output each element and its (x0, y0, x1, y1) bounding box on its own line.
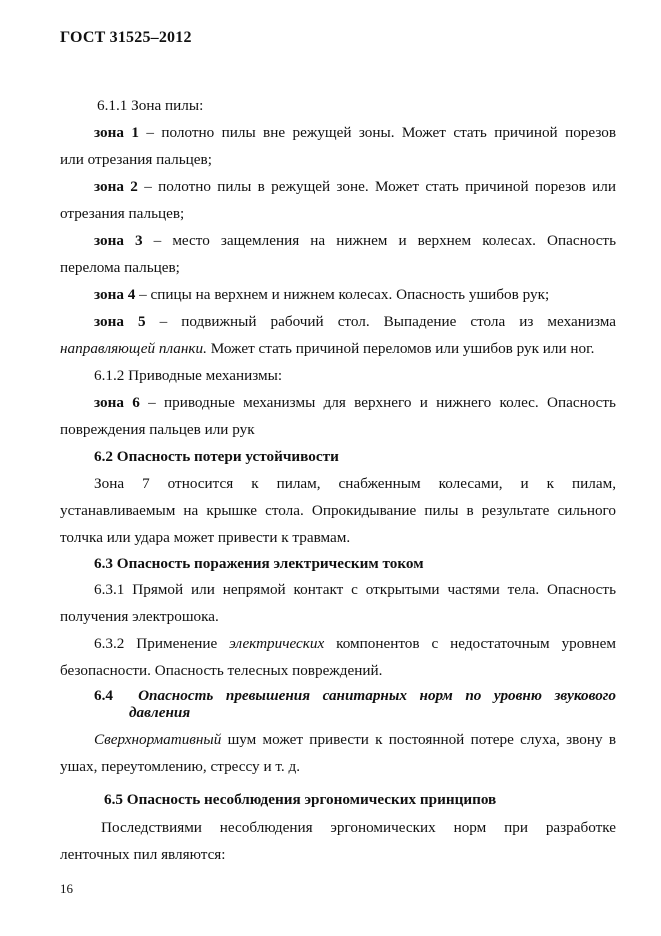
zone-4-text: – спицы на верхнем и нижнем колесах. Опасность ушибов рук; (135, 286, 550, 303)
zone-4-line-1 (94, 285, 616, 305)
zone-1-text: – полотно пилы вне режущей зоны. Может стать причиной порезов (138, 124, 616, 141)
page-number: 16 (60, 881, 73, 896)
section-6-2-line-1: Зона 7 относится к пилам, снабженным колесами, и к пилам, (94, 475, 616, 492)
section-6-4-heading-line-1 (94, 687, 616, 704)
zone-5-italic-text: направляющей планки. (60, 340, 207, 357)
document-header: ГОСТ 31525–2012 (60, 29, 192, 46)
section-6-3-2-text-b: компонентов с недостаточным уровнем (324, 635, 616, 652)
zone-5-text: – подвижный рабочий стол. Выпадение стола из механизма (145, 313, 617, 330)
section-6-4-number: 6.4 (94, 687, 113, 704)
zone-1-label: зона 1 (94, 124, 139, 141)
zone-5-text-b: Может стать причиной переломов или ушибов рук или ног. (206, 340, 595, 357)
section-6-5-heading: 6.5 Опасность несоблюдения эргономических принципов (104, 791, 497, 808)
zone-2-label: зона 2 (94, 178, 138, 195)
zone-6-line-2: повреждения пальцев или рук (60, 421, 255, 438)
zone-1-line-1 (94, 123, 616, 143)
zone-3-line-1 (94, 231, 616, 251)
section-6-5-line-2: ленточных пил являются: (60, 846, 226, 863)
zone-3-line-2: перелома пальцев; (60, 259, 180, 276)
zone-2-text: – полотно пилы в режущей зоне. Может стать причиной порезов или (137, 178, 616, 195)
section-6-4-italic: Сверхнормативный (94, 731, 222, 748)
section-6-4-text: шум может привести к постоянной потере слуха, звону в (221, 731, 616, 748)
zone-5-label: зона 5 (94, 313, 146, 330)
section-6-3-2-line-2: безопасности. Опасность телесных повреждений. (60, 662, 383, 679)
section-6-4-heading-line-2: давления (129, 704, 191, 721)
section-6-2-line-2: устанавливаемым на крышке стола. Опрокидывание пилы в результате сильного (60, 502, 616, 519)
zone-1-line-2: или отрезания пальцев; (60, 151, 212, 168)
section-6-3-1-line-2: получения электрошока. (60, 608, 219, 625)
zone-2-line-1 (94, 177, 616, 197)
section-6-5-line-1: Последствиями несоблюдения эргономических норм при разработке (101, 819, 616, 836)
section-6-4-title: Опасность превышения санитарных норм по уровню звукового (138, 687, 617, 704)
zone-5-line-2 (60, 339, 616, 359)
section-6-3-1-line-1: 6.3.1 Прямой или непрямой контакт с открытыми частями тела. Опасность (94, 581, 616, 598)
zone-6-text: – приводные механизмы для верхнего и нижнего колес. Опасность (139, 394, 616, 411)
section-6-1-2-heading: 6.1.2 Приводные механизмы: (94, 367, 283, 384)
section-6-1-1-heading: 6.1.1 Зона пилы: (97, 97, 204, 114)
zone-6-label: зона 6 (94, 394, 140, 411)
zone-6-line-1 (94, 393, 616, 413)
section-6-3-heading: 6.3 Опасность поражения электрическим током (94, 555, 424, 572)
zone-4-label: зона 4 (94, 286, 136, 303)
section-6-2-heading: 6.2 Опасность потери устойчивости (94, 448, 339, 465)
section-6-4-line-1 (94, 730, 616, 750)
section-6-4-line-2: ушах, переутомлению, стрессу и т. д. (60, 758, 300, 775)
section-6-3-2-italic: электрических (229, 635, 325, 652)
zone-2-line-2: отрезания пальцев; (60, 205, 185, 222)
section-6-3-2-text-a: 6.3.2 Применение (94, 635, 230, 652)
zone-5-line-1 (94, 312, 616, 332)
section-6-2-line-3: толчка или удара может привести к травмам. (60, 529, 351, 546)
zone-3-text: – место защемления на нижнем и верхнем колесах. Опасность (142, 232, 616, 249)
section-6-3-2-line-1 (94, 634, 616, 654)
zone-3-label: зона 3 (94, 232, 143, 249)
